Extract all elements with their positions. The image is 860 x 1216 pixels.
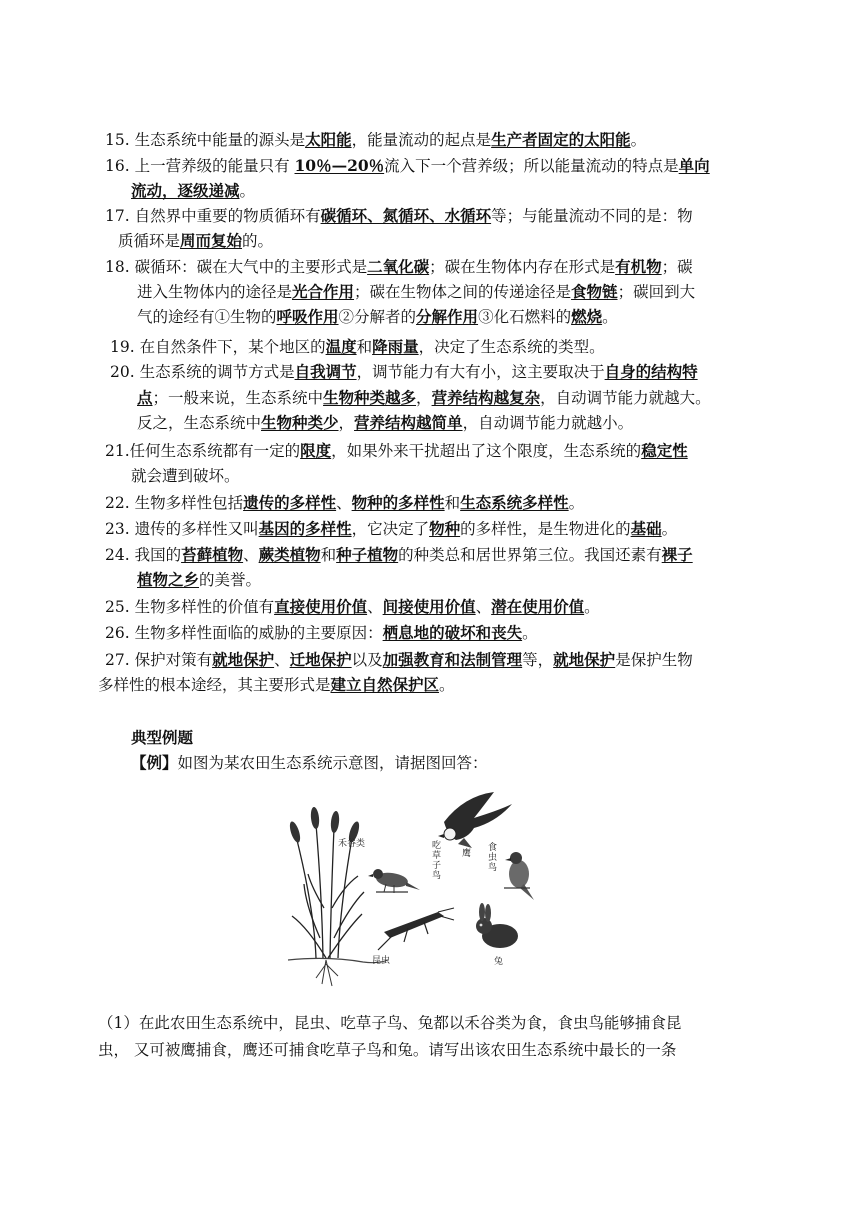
text-line xyxy=(105,156,710,176)
text-line xyxy=(105,545,693,565)
key-term: 流动，逐级递减 xyxy=(131,181,240,200)
text-line xyxy=(105,257,693,277)
eagle-label: 鹰 xyxy=(462,849,472,859)
text-segment: ， xyxy=(338,414,355,432)
text-segment: 。 xyxy=(584,598,600,616)
ecosystem-illustration xyxy=(268,788,570,992)
key-term: 基础 xyxy=(630,519,662,538)
text-line xyxy=(131,753,488,773)
text-segment: 虫， 又可被鹰捕食，鹰还可捕食吃草子鸟和兔。请写出该农田生态系统中最长的一条 xyxy=(98,1041,677,1059)
text-segment: 。 xyxy=(661,520,678,538)
key-term: 物种的多样性 xyxy=(351,493,445,512)
text-line xyxy=(131,728,193,748)
text-segment: ，能量流动的起点是 xyxy=(351,131,492,149)
text-segment: ；一般来说，生态系统中 xyxy=(152,389,324,407)
key-term: 营养结构越简单 xyxy=(354,413,463,432)
key-term: 单向 xyxy=(678,156,710,175)
text-segment: 等；与能量流动不同的是：物 xyxy=(491,207,693,225)
text-line xyxy=(137,413,633,433)
text-segment: 15. 生态系统中能量的源头是 xyxy=(105,131,306,149)
key-term: 潜在使用价值 xyxy=(491,597,585,616)
key-term: 稳定性 xyxy=(641,441,688,460)
text-segment: 质循环是 xyxy=(118,232,181,250)
text-segment: 、 xyxy=(336,494,352,512)
key-term: 种子植物 xyxy=(336,545,399,564)
key-term: 加强教育和法制管理 xyxy=(382,650,523,669)
text-segment: 26. 生物多样性面临的威胁的主要原因： xyxy=(105,624,383,642)
text-segment: 和 xyxy=(320,546,337,564)
insect-label: 昆虫 xyxy=(372,956,391,966)
text-segment: 等， xyxy=(522,651,554,669)
eagle-icon xyxy=(438,792,512,848)
text-segment: 的。 xyxy=(242,232,274,250)
text-line xyxy=(131,181,255,201)
text-line xyxy=(137,307,618,327)
text-segment: ， xyxy=(416,389,432,407)
text-segment: 。 xyxy=(602,308,618,326)
key-term: 植物之乡 xyxy=(137,570,200,589)
insect-eating-bird-icon xyxy=(504,852,534,900)
text-segment: 。 xyxy=(439,676,455,694)
text-line xyxy=(137,570,261,590)
key-term: 建立自然保护区 xyxy=(330,675,440,694)
heading-text: 【例】 xyxy=(131,753,178,772)
key-term: 裸子 xyxy=(661,545,693,564)
text-segment: 23. 遗传的多样性又叫 xyxy=(105,520,259,538)
text-line xyxy=(110,362,698,382)
text-line xyxy=(98,675,455,695)
key-term: 分解作用 xyxy=(416,307,479,326)
text-segment: （1）在此农田生态系统中，昆虫、吃草子鸟、兔都以禾谷类为食，食虫鸟能够捕食昆 xyxy=(98,1014,682,1032)
text-segment: 气的途经有①生物的 xyxy=(137,308,277,326)
text-segment: 。 xyxy=(522,624,538,642)
text-segment: 24. 我国的 xyxy=(105,546,182,564)
seed-eating-bird-label: 吃草子鸟 xyxy=(432,841,442,881)
text-segment: 、 xyxy=(274,651,290,669)
text-segment: 的多样性，是生物进化的 xyxy=(460,520,631,538)
key-term: 基因的多样性 xyxy=(258,519,352,538)
text-line xyxy=(118,231,273,251)
text-segment: ，自动调节能力就越大。 xyxy=(540,389,711,407)
text-segment: ，决定了生态系统的类型。 xyxy=(418,338,605,356)
text-segment: 流入下一个营养级；所以能量流动的特点是 xyxy=(384,157,679,175)
text-segment: ，它决定了 xyxy=(351,520,430,538)
text-segment: 、 xyxy=(243,546,259,564)
text-segment: 进入生物体内的途径是 xyxy=(137,283,293,301)
text-segment: 19. 在自然条件下，某个地区的 xyxy=(110,338,326,356)
text-segment: ，自动调节能力就越小。 xyxy=(462,414,634,432)
key-term: 物种 xyxy=(429,519,461,538)
key-term: 生物种类越多 xyxy=(323,388,417,407)
text-line xyxy=(105,493,584,513)
key-term: 点 xyxy=(137,388,153,407)
text-segment: 25. 生物多样性的价值有 xyxy=(105,598,275,616)
text-line xyxy=(110,337,605,357)
text-segment: 16. 上一营养级的能量只有 xyxy=(105,157,295,175)
text-line xyxy=(105,519,677,539)
text-segment: 18. 碳循环：碳在大气中的主要形式是 xyxy=(105,258,368,276)
rabbit-label: 兔 xyxy=(494,957,504,967)
text-segment: ，如果外来干扰超出了这个限度，生态系统的 xyxy=(331,442,642,460)
key-term: 迁地保护 xyxy=(289,650,352,669)
key-term: 营养结构越复杂 xyxy=(431,388,541,407)
text-segment: 以及 xyxy=(351,651,383,669)
text-segment: 。 xyxy=(630,131,647,149)
text-segment: ②分解者的 xyxy=(338,308,417,326)
text-line xyxy=(105,623,538,643)
text-line xyxy=(131,466,240,486)
key-term: 自身的结构特 xyxy=(604,362,698,381)
text-segment: 20. 生态系统的调节方式是 xyxy=(110,363,295,381)
farmland-ecosystem-figure xyxy=(268,788,570,992)
text-line xyxy=(98,1013,681,1033)
text-segment: 和 xyxy=(356,338,373,356)
text-segment: ，调节能力有大有小，这主要取决于 xyxy=(356,363,605,381)
key-term: 苔藓植物 xyxy=(181,545,244,564)
text-line xyxy=(137,388,711,408)
key-term: 二氧化碳 xyxy=(367,257,430,276)
key-term: 食物链 xyxy=(571,282,618,301)
text-segment: ；碳在生物体之间的传递途径是 xyxy=(354,283,572,301)
key-term: 生物种类少 xyxy=(261,413,339,432)
key-term: 碳循环、氮循环、水循环 xyxy=(320,206,492,225)
key-term: 就地保护 xyxy=(212,650,275,669)
key-term: 间接使用价值 xyxy=(382,597,476,616)
text-segment: 27. 保护对策有 xyxy=(105,651,213,669)
roots-icon xyxy=(316,960,338,986)
text-segment: 是保护生物 xyxy=(615,651,693,669)
key-term: 降雨量 xyxy=(372,337,419,356)
text-segment: 、 xyxy=(475,598,492,616)
key-term: 光合作用 xyxy=(292,282,355,301)
key-term: 有机物 xyxy=(615,257,662,276)
text-segment: 21.任何生态系统都有一定的 xyxy=(105,442,301,460)
grain-label: 禾谷类 xyxy=(338,839,366,849)
text-line xyxy=(105,441,688,461)
key-term: 温度 xyxy=(325,337,357,356)
text-line xyxy=(105,597,600,617)
key-term: 生态系统多样性 xyxy=(460,493,569,512)
text-segment: 。 xyxy=(239,182,256,200)
seed-eating-bird-icon xyxy=(368,869,420,893)
key-term: 遗传的多样性 xyxy=(243,493,337,512)
text-segment: 如图为某农田生态系统示意图，请据图回答： xyxy=(177,754,488,772)
key-term: 太阳能 xyxy=(305,130,352,149)
key-term: 蕨类植物 xyxy=(258,545,321,564)
text-segment: 和 xyxy=(444,494,461,512)
key-term: 直接使用价值 xyxy=(274,597,368,616)
text-segment: ；碳 xyxy=(661,258,693,276)
text-segment: 。 xyxy=(568,494,585,512)
text-segment: 多样性的根本途经，其主要形式是 xyxy=(98,676,331,694)
text-line xyxy=(105,130,646,150)
key-term: 限度 xyxy=(300,441,332,460)
text-line xyxy=(98,1040,676,1060)
text-line xyxy=(137,282,695,302)
heading-text: 典型例题 xyxy=(131,728,194,747)
key-term: 燃烧 xyxy=(571,307,603,326)
text-segment: 就会遭到破坏。 xyxy=(131,467,240,485)
key-term: 自我调节 xyxy=(294,362,357,381)
key-term: 呼吸作用 xyxy=(276,307,339,326)
text-line xyxy=(105,650,693,670)
key-term: 生产者固定的太阳能 xyxy=(491,130,631,149)
rabbit-icon xyxy=(476,903,518,948)
key-term: 周而复始 xyxy=(180,231,243,250)
text-line xyxy=(105,206,693,226)
text-segment: 17. 自然界中重要的物质循环有 xyxy=(105,207,321,225)
insect-eating-bird-label: 食虫鸟 xyxy=(488,843,498,873)
text-segment: 的种类总和居世界第三位。我国还素有 xyxy=(398,546,662,564)
key-term: 就地保护 xyxy=(553,650,616,669)
text-segment: ；碳在生物体内存在形式是 xyxy=(429,258,616,276)
text-segment: 22. 生物多样性包括 xyxy=(105,494,244,512)
text-segment: 的美誉。 xyxy=(199,571,262,589)
text-segment: ；碳回到大 xyxy=(617,283,696,301)
key-term: 10％—20％ xyxy=(294,156,385,175)
text-segment: 、 xyxy=(367,598,383,616)
insect-icon xyxy=(378,908,454,950)
key-term: 栖息地的破坏和丧失 xyxy=(382,623,523,642)
text-segment: ③化石燃料的 xyxy=(478,308,572,326)
text-segment: 反之，生态系统中 xyxy=(137,414,262,432)
